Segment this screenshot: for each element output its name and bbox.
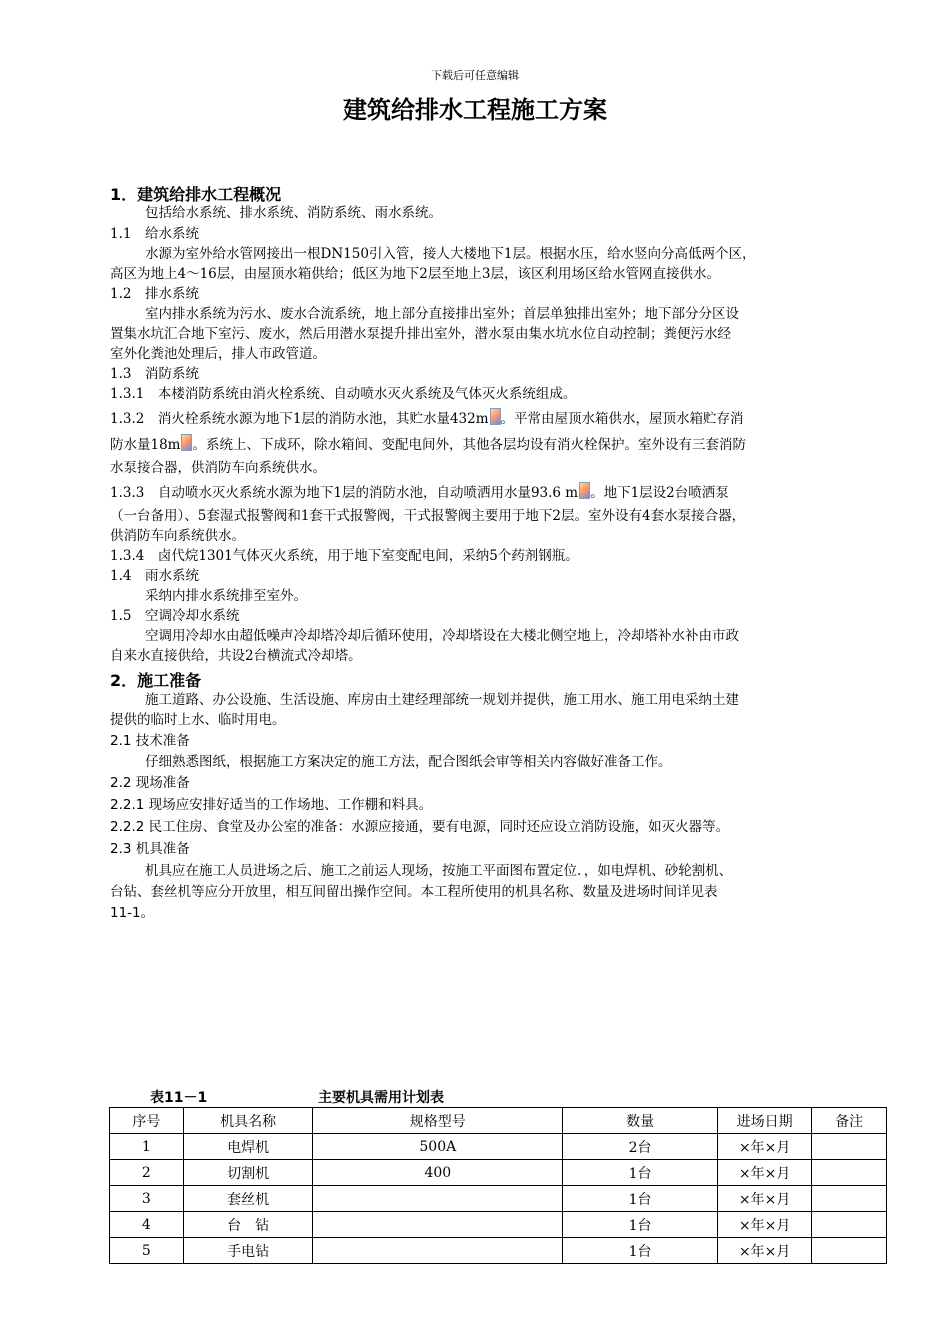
section-1-2-text-2: 置集水坑汇合地下室污、废水，然后用潜水泵提升排出室外，潜水泵由集水坑水位自动控制；粪便污水经 [110,326,731,342]
equipment-table [109,1107,887,1264]
table-cell: ×年×月 [718,1160,812,1186]
section-1-3-3-line-3: 供消防车向系统供水。 [110,528,245,544]
section-1-2-text-1: 室内排水系统为污水、废水合流系统，地上部分直接排出室外；首层单独排出室外；地下部分分区设 [145,306,739,322]
table-cell: 1台 [563,1160,718,1186]
table-cell [313,1238,563,1264]
section-1-3-1: 1.3.1 本楼消防系统由消火栓系统、自动喷水灭火系统及气体灭火系统组成。 [110,386,577,402]
table-row [110,1238,887,1264]
cubic-meter-image-icon [490,408,501,425]
section-1-1-text-1: 水源为室外给水管网接出一根DN150引入管，接人大楼地下1层。根据水压，给水竖向分高低两个区， [145,246,756,262]
section-1-3-2-text-d: 。系统上、下成环，除水箱间、变配电间外，其他各层均设有消火栓保护。室外设有三套消防 [192,437,746,453]
table-cell [812,1238,887,1264]
section-1-4-heading: 1.4 雨水系统 [110,568,199,584]
cubic-meter-image-icon [579,482,590,499]
table-header-row [110,1108,887,1134]
column-header: 进场日期 [718,1108,812,1134]
section-1-2-heading: 1.2 排水系统 [110,286,199,302]
table-cell: 手电钻 [183,1238,313,1264]
section-1-3-2-line-1 [110,408,890,429]
column-header: 序号 [110,1108,184,1134]
section-1-2-text-3: 室外化粪池处理后，排人市政管道。 [110,346,326,362]
table-cell: 1台 [563,1238,718,1264]
section-2-1-heading: 2.1 技术准备 [110,733,190,749]
table-row [110,1186,887,1212]
table-cell: 切割机 [183,1160,313,1186]
table-cell: 台 钻 [183,1212,313,1238]
section-1-1-text-2: 高区为地上4～16层，由屋顶水箱供给；低区为地下2层至地上3层，该区利用场区给水管网直接供水。 [110,266,720,282]
section-1-intro: 包括给水系统、排水系统、消防系统、雨水系统。 [145,205,442,221]
table-cell: 2 [110,1160,184,1186]
table-cell: ×年×月 [718,1134,812,1160]
section-1-5-text-1: 空调用冷却水由超低噪声冷却塔冷却后循环使用，冷却塔设在大楼北侧空地上，冷却塔补水补由市政 [145,628,739,644]
section-1-1-heading: 1.1 给水系统 [110,226,199,242]
section-1-5-text-2: 自来水直接供给，共设2台横流式冷却塔。 [110,648,362,664]
column-header: 规格型号 [313,1108,563,1134]
table-number: 表11－1 [150,1090,208,1106]
section-2-3-text-2: 台钻、套丝机等应分开放里，相互间留出操作空间。本工程所使用的机具名称、数量及进场时间详见表 [110,884,718,900]
section-1-3-2-text-b: 。平常由屋顶水箱供水，屋顶水箱贮存消 [500,411,744,427]
table-cell: 1 [110,1134,184,1160]
section-2-2-2: 2.2.2 民工住房、食堂及办公室的准备：水源应接通，要有电源，同时还应设立消防设施，如灭火器等。 [110,819,730,835]
section-2-3-text-1: 机具应在施工人员进场之后、施工之前运人现场，按施工平面图布置定位．，如电焊机、砂轮割机、 [145,863,733,879]
section-1-3-4: 1.3.4 卤代烷1301气体灭火系统，用于地下室变配电间，采纳5个药剂钢瓶。 [110,548,579,564]
table-cell: 3 [110,1186,184,1212]
section-1-3-heading: 1.3 消防系统 [110,366,199,382]
section-1-5-heading: 1.5 空调冷却水系统 [110,608,240,624]
section-1-3-3-line-1 [110,482,890,503]
section-1-3-2-text-a: 1.3.2 消火栓系统水源为地下1层的消防水池，其贮水量432m [110,411,489,427]
table-cell: 5 [110,1238,184,1264]
section-2-3-text-3: 11-1。 [110,905,155,921]
table-cell [313,1212,563,1238]
section-2-text-2: 提供的临时上水、临时用电。 [110,712,286,728]
table-cell [812,1212,887,1238]
column-header: 备注 [812,1108,887,1134]
page-title: 建筑给排水工程施工方案 [343,96,607,124]
section-2-2-1: 2.2.1 现场应安排好适当的工作场地、工作棚和料具。 [110,797,433,813]
column-header: 机具名称 [183,1108,313,1134]
table-cell: ×年×月 [718,1238,812,1264]
section-2-3-heading: 2.3 机具准备 [110,841,190,857]
section-1-3-3-line-2: （一台备用）、5套湿式报警阀和1套干式报警阀，干式报警阀主要用于地下2层。室外设有4套水泵接合器， [110,508,746,524]
section-1-3-3-text-a: 1.3.3 自动喷水灭火系统水源为地下1层的消防水池，自动喷洒用水量93.6 m [110,485,579,501]
section-2-heading: 2．施工准备 [110,671,202,690]
section-1-3-3-text-b: 。地下1层设2台喷洒泵 [590,485,729,501]
table-title: 主要机具需用计划表 [318,1090,444,1106]
section-1-3-2-line-2 [110,434,890,455]
table-cell: 2台 [563,1134,718,1160]
section-1-heading: 1．建筑给排水工程概况 [110,185,282,204]
table-row [110,1212,887,1238]
table-cell [812,1134,887,1160]
section-1-3-2-text-c: 防水量18m [110,437,181,453]
table-row [110,1134,887,1160]
table-cell: 套丝机 [183,1186,313,1212]
table-cell: 1台 [563,1186,718,1212]
table-row [110,1160,887,1186]
section-1-4-text: 采纳内排水系统排至室外。 [145,588,307,604]
section-2-2-heading: 2.2 现场准备 [110,775,190,791]
table-cell [313,1186,563,1212]
table-cell: 4 [110,1212,184,1238]
header-note: 下载后可任意编辑 [431,69,519,82]
table-cell: 500A [313,1134,563,1160]
table-cell [812,1186,887,1212]
section-2-1-text: 仔细熟悉图纸，根据施工方案决定的施工方法，配合图纸会审等相关内容做好准备工作。 [145,754,672,770]
table-cell: 400 [313,1160,563,1186]
table-cell: 电焊机 [183,1134,313,1160]
section-2-text-1: 施工道路、办公设施、生活设施、库房由土建经理部统一规划并提供，施工用水、施工用电采纳土建 [145,692,739,708]
table-cell [812,1160,887,1186]
section-1-3-2-line-3: 水泵接合器，供消防车向系统供水。 [110,460,326,476]
table-cell: ×年×月 [718,1186,812,1212]
table-cell: ×年×月 [718,1212,812,1238]
column-header: 数量 [563,1108,718,1134]
table-cell: 1台 [563,1212,718,1238]
cubic-meter-image-icon [181,434,192,451]
